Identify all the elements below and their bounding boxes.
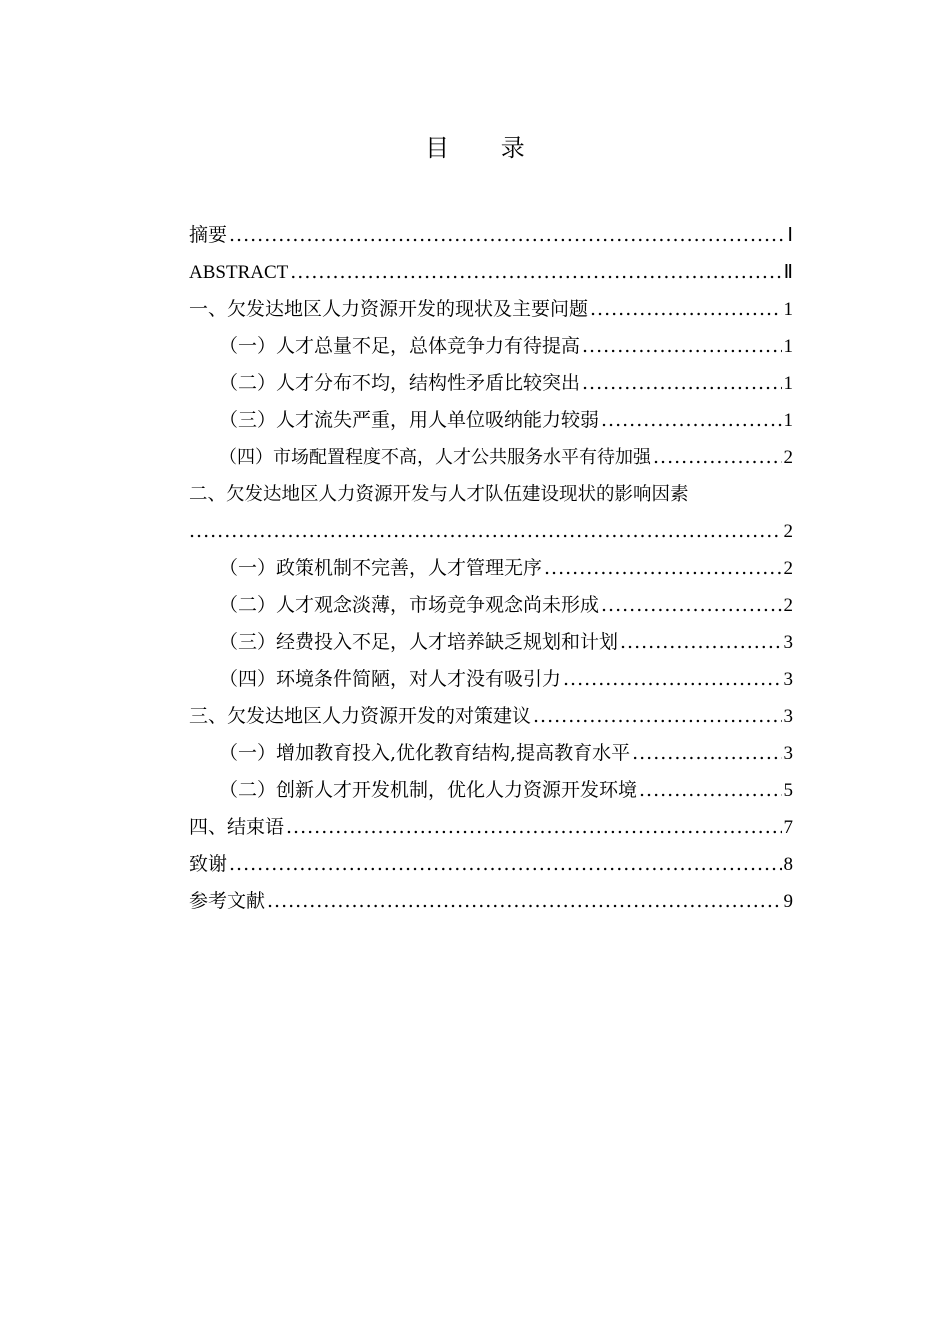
dot-leader	[533, 698, 781, 735]
toc-entry-text: 三、欠发达地区人力资源开发的对策建议	[189, 705, 532, 727]
toc-entry-text: （四）环境条件简陋，对人才没有吸引力	[219, 668, 562, 690]
toc-page-number: 1	[783, 410, 793, 431]
toc-entry-chapter-1[interactable]	[189, 291, 793, 328]
toc-entry-section-1-1[interactable]	[189, 328, 793, 365]
toc-page-number: 9	[783, 891, 793, 912]
dot-leader	[544, 550, 781, 587]
dot-leader	[632, 735, 781, 772]
toc-entry-section-2-4[interactable]	[189, 661, 793, 698]
table-of-contents	[189, 217, 793, 920]
dot-leader	[653, 439, 782, 476]
toc-page-number: Ⅰ	[787, 225, 793, 246]
toc-entry-text: （二）人才分布不均，结构性矛盾比较突出	[219, 372, 581, 394]
dot-leader	[620, 624, 781, 661]
toc-entry-text: （一）政策机制不完善，人才管理无序	[219, 557, 543, 579]
dot-leader	[267, 883, 781, 920]
toc-entry-section-2-2[interactable]	[189, 587, 793, 624]
toc-entry-chapter-2[interactable]	[189, 476, 793, 513]
dot-leader	[290, 254, 781, 291]
toc-entry-text: 四、结束语	[189, 816, 285, 838]
toc-entry-text: 参考文献	[189, 890, 266, 912]
toc-entry-text: （二）创新人才开发机制，优化人力资源开发环境	[219, 779, 638, 801]
toc-entry-text: （二）人才观念淡薄，市场竞争观念尚未形成	[219, 594, 600, 616]
toc-page-number: 3	[783, 743, 793, 764]
dot-leader	[286, 809, 781, 846]
toc-page-number: 2	[783, 447, 793, 468]
toc-entry-text: 一、欠发达地区人力资源开发的现状及主要问题	[189, 298, 589, 320]
toc-entry-text: （四）市场配置程度不高，人才公共服务水平有待加强	[219, 447, 651, 468]
toc-entry-section-3-2[interactable]	[189, 772, 793, 809]
toc-entry-chapter-3[interactable]	[189, 698, 793, 735]
toc-page-number: 2	[783, 521, 793, 542]
toc-entry-text: 摘要	[189, 224, 228, 246]
toc-entry-text: ABSTRACT	[189, 262, 289, 283]
toc-page-number: 2	[783, 595, 793, 616]
toc-entry-references[interactable]	[189, 883, 793, 920]
dot-leader	[601, 402, 781, 439]
toc-page-number: 2	[783, 558, 793, 579]
toc-entry-section-2-3[interactable]	[189, 624, 793, 661]
toc-page-number: 1	[783, 336, 793, 357]
dot-leader	[590, 291, 781, 328]
dot-leader	[189, 513, 782, 550]
toc-page-number: 3	[783, 706, 793, 727]
toc-page-number: 1	[783, 373, 793, 394]
toc-entry-text: 二、欠发达地区人力资源开发与人才队伍建设现状的影响因素	[189, 484, 689, 505]
toc-entry-section-2-1[interactable]	[189, 550, 793, 587]
page-title: 目 录	[425, 134, 547, 162]
dot-leader	[229, 217, 785, 254]
toc-page-number: 7	[783, 817, 793, 838]
toc-page-number: 3	[783, 669, 793, 690]
toc-entry-text: （三）经费投入不足，人才培养缺乏规划和计划	[219, 631, 619, 653]
dot-leader	[582, 328, 781, 365]
toc-entry-text: （三）人才流失严重，用人单位吸纳能力较弱	[219, 409, 600, 431]
dot-leader	[229, 846, 781, 883]
dot-leader	[582, 365, 781, 402]
toc-page-number: 8	[783, 854, 793, 875]
toc-entry-acknowledgements[interactable]	[189, 846, 793, 883]
dot-leader	[639, 772, 781, 809]
toc-page-number: 1	[783, 299, 793, 320]
toc-entry-section-1-2[interactable]	[189, 365, 793, 402]
toc-entry-chapter-2-leader[interactable]	[189, 513, 793, 550]
toc-entry-section-1-3[interactable]	[189, 402, 793, 439]
toc-page-number: Ⅱ	[783, 262, 793, 283]
dot-leader	[601, 587, 781, 624]
toc-entry-section-1-4[interactable]	[189, 439, 793, 476]
toc-entry-abstract-en[interactable]	[189, 254, 793, 291]
dot-leader	[563, 661, 781, 698]
toc-page-number: 5	[783, 780, 793, 801]
toc-entry-abstract-cn[interactable]	[189, 217, 793, 254]
toc-entry-text: （一）人才总量不足，总体竞争力有待提高	[219, 335, 581, 357]
toc-entry-chapter-4[interactable]	[189, 809, 793, 846]
toc-entry-text: （一）增加教育投入,优化教育结构,提高教育水平	[219, 742, 631, 764]
toc-entry-text: 致谢	[189, 853, 228, 875]
toc-entry-section-3-1[interactable]	[189, 735, 793, 772]
toc-page-number: 3	[783, 632, 793, 653]
